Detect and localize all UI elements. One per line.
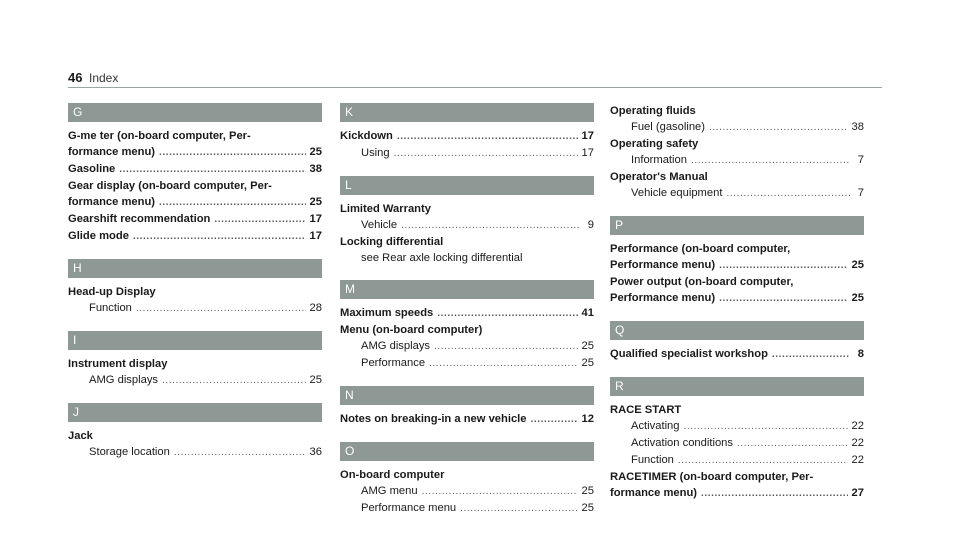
dot-leader xyxy=(162,373,306,389)
index-section xyxy=(610,103,864,202)
index-entry xyxy=(610,346,864,363)
subentry-text: Information xyxy=(631,154,687,166)
subentry-text: Activating xyxy=(631,420,680,432)
index-entry xyxy=(68,356,322,389)
page-reference: 7 xyxy=(857,154,864,166)
index-subentry xyxy=(340,483,594,500)
index-entry xyxy=(68,178,322,211)
index-entry-line xyxy=(610,485,864,502)
index-entry-line xyxy=(68,128,322,144)
index-entry-line xyxy=(610,103,864,119)
page-reference: 25 xyxy=(581,502,594,514)
entry-text: formance menu) xyxy=(610,487,698,499)
page-reference: 22 xyxy=(851,454,864,466)
entry-text: Instrument display xyxy=(68,358,168,370)
index-entry xyxy=(68,228,322,245)
dot-leader xyxy=(394,146,578,162)
letter-heading: I xyxy=(68,331,322,350)
dot-leader xyxy=(422,484,578,500)
index-entry xyxy=(68,428,322,461)
page-reference: 25 xyxy=(309,146,322,158)
index-entry xyxy=(610,241,864,274)
dot-leader xyxy=(684,419,848,435)
page-reference: 25 xyxy=(581,485,594,497)
index-entry xyxy=(610,402,864,469)
index-entry-line xyxy=(68,284,322,300)
page-reference: 12 xyxy=(581,413,594,425)
index-entry-line xyxy=(340,128,594,145)
entry-text: Maximum speeds xyxy=(340,307,434,319)
index-section xyxy=(610,321,864,363)
dot-leader xyxy=(174,445,306,461)
dot-leader xyxy=(159,195,306,211)
index-entry xyxy=(340,411,594,428)
dot-leader xyxy=(401,218,580,234)
index-subentry xyxy=(68,372,322,389)
index-entry xyxy=(340,467,594,517)
index-section xyxy=(610,377,864,502)
dot-leader xyxy=(429,356,578,372)
page-reference: 25 xyxy=(581,357,594,369)
page-reference: 9 xyxy=(587,219,594,231)
entry-text: RACE START xyxy=(610,404,682,416)
index-entry xyxy=(68,284,322,317)
entry-text: Power output (on-board computer, xyxy=(610,276,794,288)
dot-leader xyxy=(214,212,305,228)
index-entry-line xyxy=(610,469,864,485)
index-entry-line xyxy=(68,194,322,211)
entry-text: Limited Warranty xyxy=(340,203,431,215)
index-entry xyxy=(68,161,322,178)
letter-heading: K xyxy=(340,103,594,122)
page-reference: 27 xyxy=(851,487,864,499)
page-reference: 22 xyxy=(851,420,864,432)
index-entry-line xyxy=(68,178,322,194)
dot-leader xyxy=(434,339,578,355)
page-reference: 38 xyxy=(851,121,864,133)
dot-leader xyxy=(159,145,306,161)
index-entry-line xyxy=(340,234,594,250)
page-reference: 25 xyxy=(851,259,864,271)
dot-leader xyxy=(772,347,850,363)
page-reference: 7 xyxy=(857,187,864,199)
page-reference: 28 xyxy=(309,302,322,314)
subentry-text: Using xyxy=(361,147,390,159)
entry-text: Gearshift recommendation xyxy=(68,213,211,225)
index-column-3 xyxy=(610,103,864,516)
index-entry-line xyxy=(68,428,322,444)
index-subentry xyxy=(610,185,864,202)
index-section xyxy=(68,331,322,389)
subentry-text: Storage location xyxy=(89,446,170,458)
index-entry xyxy=(610,274,864,307)
letter-heading: O xyxy=(340,442,594,461)
page-reference: 25 xyxy=(309,374,322,386)
entry-text: Head-up Display xyxy=(68,286,156,298)
entry-text: Performance menu) xyxy=(610,292,716,304)
entry-text: Qualified specialist workshop xyxy=(610,348,768,360)
index-subentry xyxy=(610,435,864,452)
index-entry-line xyxy=(340,305,594,322)
dot-leader xyxy=(460,501,577,517)
page-reference: 17 xyxy=(309,213,322,225)
index-entry-line xyxy=(68,228,322,245)
subentry-text: Vehicle equipment xyxy=(631,187,723,199)
dot-leader xyxy=(737,436,848,452)
page-reference: 25 xyxy=(581,340,594,352)
page-header xyxy=(68,68,882,88)
subentry-text: Activation conditions xyxy=(631,437,733,449)
dot-leader xyxy=(678,453,848,469)
index-subentry xyxy=(340,145,594,162)
index-column-2 xyxy=(340,103,594,531)
index-entry-line xyxy=(68,144,322,161)
page-reference: 25 xyxy=(851,292,864,304)
dot-leader xyxy=(119,162,305,178)
subentry-text: Vehicle xyxy=(361,219,398,231)
page-reference: 17 xyxy=(581,130,594,142)
index-subentry xyxy=(340,355,594,372)
index-entry-line xyxy=(340,201,594,217)
index-subentry xyxy=(610,152,864,169)
letter-heading: H xyxy=(68,259,322,278)
subentry-text: Performance xyxy=(361,357,426,369)
page-reference: 41 xyxy=(581,307,594,319)
index-subentry xyxy=(340,338,594,355)
subentry-text: see Rear axle locking differential xyxy=(361,252,523,264)
index-entry-line xyxy=(340,467,594,483)
entry-text: Notes on breaking-in a new vehicle xyxy=(340,413,527,425)
entry-text: Menu (on-board computer) xyxy=(340,324,483,336)
subentry-text: AMG displays xyxy=(89,374,159,386)
header-rule xyxy=(68,87,882,88)
subentry-text: Function xyxy=(89,302,132,314)
index-section xyxy=(340,176,594,266)
index-entry-line xyxy=(610,257,864,274)
dot-leader xyxy=(691,153,850,169)
entry-text: RACETIMER (on-board computer, Per‐ xyxy=(610,471,814,483)
letter-heading: N xyxy=(340,386,594,405)
entry-text: formance menu) xyxy=(68,146,156,158)
letter-heading: P xyxy=(610,216,864,235)
page-section-label: Index xyxy=(89,71,119,85)
page-reference: 17 xyxy=(309,230,322,242)
entry-text: G-me ter (on-board computer, Per‐ xyxy=(68,130,251,142)
index-column-1 xyxy=(68,103,322,475)
entry-text: Operating safety xyxy=(610,138,699,150)
page-number: 46 xyxy=(68,70,83,85)
entry-text: Gasoline xyxy=(68,163,116,175)
entry-text: formance menu) xyxy=(68,196,156,208)
index-subentry xyxy=(340,500,594,517)
dot-leader xyxy=(719,258,847,274)
index-entry-line xyxy=(610,241,864,257)
letter-heading: M xyxy=(340,280,594,299)
letter-heading: G xyxy=(68,103,322,122)
dot-leader xyxy=(719,291,847,307)
entry-text: On-board computer xyxy=(340,469,445,481)
entry-text: Jack xyxy=(68,430,93,442)
index-entry-line xyxy=(68,211,322,228)
index-subentry xyxy=(68,444,322,461)
index-entry xyxy=(610,103,864,136)
index-subentry xyxy=(610,452,864,469)
dot-leader xyxy=(437,306,577,322)
index-entry-line xyxy=(610,346,864,363)
entry-text: Operating fluids xyxy=(610,105,696,117)
index-entry xyxy=(340,322,594,372)
subentry-text: AMG menu xyxy=(361,485,418,497)
dot-leader xyxy=(726,186,850,202)
subentry-text: Function xyxy=(631,454,674,466)
letter-heading: L xyxy=(340,176,594,195)
index-section xyxy=(340,103,594,162)
entry-text: Kickdown xyxy=(340,130,393,142)
letter-heading: J xyxy=(68,403,322,422)
index-entry xyxy=(340,128,594,162)
index-section xyxy=(610,216,864,307)
index-entry-line xyxy=(68,356,322,372)
page-reference: 22 xyxy=(851,437,864,449)
subentry-text: Performance menu xyxy=(361,502,457,514)
index-entry xyxy=(610,169,864,202)
dot-leader xyxy=(531,412,578,428)
index-subentry xyxy=(610,119,864,136)
page-reference: 38 xyxy=(309,163,322,175)
index-section xyxy=(68,259,322,317)
index-subentry xyxy=(340,250,594,266)
index-entry-line xyxy=(68,161,322,178)
index-subentry xyxy=(68,300,322,317)
dot-leader xyxy=(709,120,848,136)
entry-text: Performance menu) xyxy=(610,259,716,271)
index-entry-line xyxy=(340,322,594,338)
dot-leader xyxy=(133,229,306,245)
index-entry xyxy=(340,234,594,266)
subentry-text: AMG displays xyxy=(361,340,431,352)
index-entry-line xyxy=(610,169,864,185)
page-reference: 36 xyxy=(309,446,322,458)
index-section xyxy=(340,280,594,372)
dot-leader xyxy=(397,129,578,145)
entry-text: Operator's Manual xyxy=(610,171,708,183)
index-entry-line xyxy=(610,136,864,152)
index-entry xyxy=(68,211,322,228)
entry-text: Glide mode xyxy=(68,230,129,242)
index-entry xyxy=(68,128,322,161)
dot-leader xyxy=(136,301,306,317)
entry-text: Performance (on-board computer, xyxy=(610,243,791,255)
letter-heading: Q xyxy=(610,321,864,340)
page-reference: 8 xyxy=(857,348,864,360)
entry-text: Locking differential xyxy=(340,236,444,248)
index-section xyxy=(340,386,594,428)
index-section xyxy=(340,442,594,517)
subentry-text: Fuel (gasoline) xyxy=(631,121,705,133)
index-entry xyxy=(610,136,864,169)
index-subentry xyxy=(340,217,594,234)
index-entry-line xyxy=(340,411,594,428)
index-entry xyxy=(340,201,594,234)
dot-leader xyxy=(701,486,848,502)
index-section xyxy=(68,103,322,245)
index-subentry xyxy=(610,418,864,435)
index-entry-line xyxy=(610,290,864,307)
index-entry-line xyxy=(610,274,864,290)
index-entry xyxy=(610,469,864,502)
entry-text: Gear display (on-board computer, Per‐ xyxy=(68,180,272,192)
page-reference: 25 xyxy=(309,196,322,208)
index-entry xyxy=(340,305,594,322)
index-section xyxy=(68,403,322,461)
index-entry-line xyxy=(610,402,864,418)
letter-heading: R xyxy=(610,377,864,396)
page-reference: 17 xyxy=(581,147,594,159)
